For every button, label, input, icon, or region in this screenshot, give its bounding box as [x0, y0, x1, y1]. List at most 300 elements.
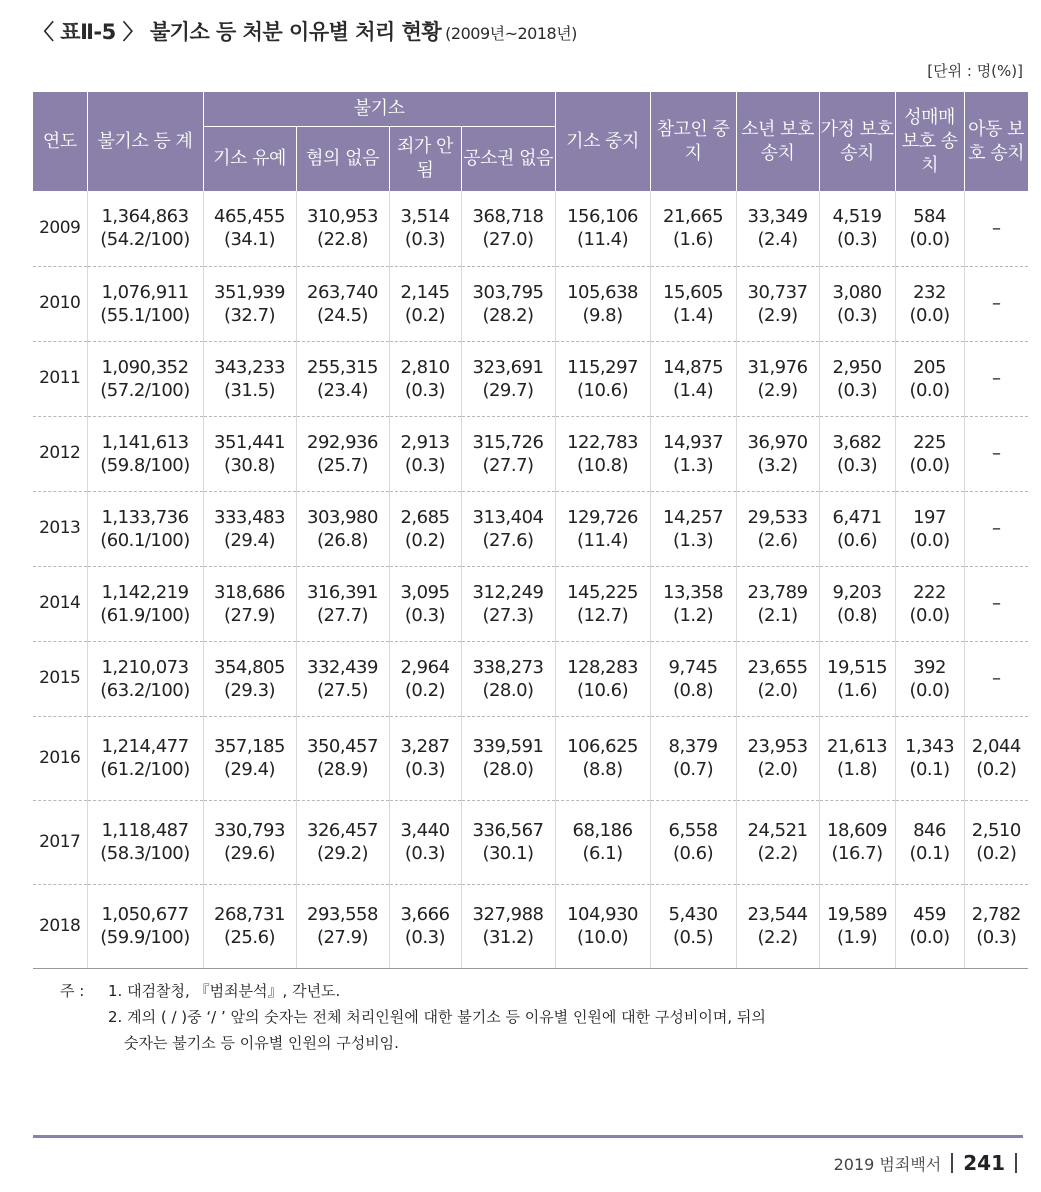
cell-ratio: (0.3): [404, 927, 446, 948]
cell-count: 846: [913, 820, 946, 841]
cell-c11: [964, 341, 1028, 416]
cell-count: 303,795: [472, 281, 544, 303]
cell-ratio: (29.7): [482, 379, 534, 401]
cell-c4: [389, 641, 461, 716]
cell-ratio: (29.3): [223, 679, 276, 701]
cell-ratio: (59.9/100): [100, 927, 190, 948]
table-row: [33, 491, 1028, 566]
cell-c6: [555, 716, 650, 800]
cell-count: 1,090,352: [101, 356, 189, 378]
cell-c6: [555, 416, 650, 491]
cell-ratio: (32.7): [223, 304, 276, 326]
cell-count: 104,930: [567, 904, 639, 925]
cell-count: 332,439: [307, 656, 378, 678]
cell-ratio: (0.3): [836, 454, 878, 476]
cell-count: 8,379: [668, 736, 718, 757]
cell-ratio: (10.6): [576, 379, 629, 401]
cell-count: 318,686: [214, 581, 285, 603]
cell-ratio: (28.0): [482, 759, 534, 780]
cell-count: 33,349: [747, 206, 808, 228]
cell-c8: [736, 800, 819, 884]
cell-c8: [736, 716, 819, 800]
cell-ratio: (0.5): [672, 927, 714, 948]
cell-ratio: (1.3): [672, 529, 714, 551]
cell-count: 315,726: [472, 431, 544, 453]
cell-ratio: (16.7): [831, 843, 883, 864]
cell-count: 1,076,911: [101, 281, 189, 303]
cell-ratio: (24.5): [316, 304, 369, 326]
cell-c5: [461, 800, 555, 884]
cell-ratio: (1.6): [672, 229, 714, 251]
table-row: [33, 716, 1028, 800]
cell-ratio: (25.6): [223, 927, 276, 948]
cell-count: 68,186: [572, 820, 633, 841]
cell-c2: [203, 416, 296, 491]
cell-count: 3,080: [832, 281, 882, 303]
cell-ratio: (63.2/100): [100, 679, 190, 701]
cell-count: 31,976: [747, 356, 808, 378]
cell-ratio: (2.0): [757, 759, 798, 780]
cell-count: 292,936: [307, 431, 378, 453]
cell-count: 2,964: [400, 656, 450, 678]
cell-count: 29,533: [747, 506, 808, 528]
cell-c6: [555, 341, 650, 416]
cell-c8: [736, 641, 819, 716]
cell-total: [87, 800, 203, 884]
cell-count: 1,050,677: [101, 904, 189, 925]
cell-c9: [819, 800, 895, 884]
cell-c3: [296, 191, 389, 266]
cell-count: 205: [913, 356, 946, 378]
cell-ratio: (1.4): [672, 379, 714, 401]
cell-count: 339,591: [472, 736, 544, 757]
cell-count: 21,613: [827, 736, 888, 757]
cell-ratio: (0.3): [404, 759, 446, 780]
cell-count: 129,726: [567, 506, 639, 528]
cell-year: 2017: [33, 800, 87, 884]
cell-count: 326,457: [307, 820, 378, 841]
cell-c3: [296, 800, 389, 884]
cell-ratio: (30.1): [482, 843, 534, 864]
table-title-period: (2009년~2018년): [445, 24, 577, 43]
book-title: 2019 범죄백서: [833, 1154, 942, 1174]
cell-count: 128,283: [567, 656, 639, 678]
cell-c9: [819, 884, 895, 968]
cell-count: 1,210,073: [101, 656, 189, 678]
cell-total: [87, 884, 203, 968]
cell-year: 2018: [33, 884, 87, 968]
cell-count: 354,805: [214, 656, 285, 678]
note-2-continued: 숫자는 불기소 등 이유별 인원의 구성비임.: [124, 1034, 399, 1052]
cell-year: 2012: [33, 416, 87, 491]
table-title-main: 〈 표Ⅱ-5 〉 불기소 등 처분 이유별 처리 현황: [33, 20, 442, 44]
header-c9: 가정 보호 송치: [819, 92, 895, 192]
cell-count: 2,145: [400, 281, 450, 303]
cell-c4: [389, 191, 461, 266]
cell-ratio: (27.9): [316, 927, 369, 948]
cell-c5: [461, 191, 555, 266]
cell-count: 1,343: [905, 736, 955, 757]
cell-ratio: (2.2): [757, 843, 798, 864]
cell-count: 1,214,477: [101, 736, 189, 757]
cell-count: 336,567: [472, 820, 544, 841]
cell-ratio: (28.0): [482, 679, 534, 701]
header-c10: 성매매 보호 송치: [895, 92, 964, 192]
cell-count: 3,682: [832, 431, 882, 453]
cell-ratio: (0.3): [836, 304, 878, 326]
cell-count: 343,233: [214, 356, 285, 378]
cell-count: 105,638: [567, 281, 639, 303]
cell-ratio: (27.5): [316, 679, 369, 701]
cell-c8: [736, 416, 819, 491]
cell-ratio: (1.9): [836, 927, 878, 948]
cell-c8: [736, 191, 819, 266]
cell-ratio: (11.4): [576, 229, 629, 251]
cell-ratio: (0.0): [909, 927, 950, 948]
cell-ratio: (29.2): [316, 843, 369, 864]
cell-count: 2,685: [400, 506, 450, 528]
cell-count: 357,185: [214, 736, 285, 757]
cell-c6: [555, 266, 650, 341]
header-c6: 기소 중지: [555, 92, 650, 192]
unit-label: [단위 : 명(%)]: [927, 62, 1023, 80]
cell-total: [87, 191, 203, 266]
cell-ratio: (1.3): [672, 454, 714, 476]
cell-count: 36,970: [747, 431, 808, 453]
cell-c9: [819, 566, 895, 641]
cell-ratio: (0.1): [909, 843, 950, 864]
cell-c11: [964, 641, 1028, 716]
cell-c9: [819, 641, 895, 716]
cell-count: 9,745: [668, 656, 718, 678]
cell-c10: [895, 566, 964, 641]
cell-ratio: (0.2): [976, 843, 1017, 864]
cell-total: [87, 641, 203, 716]
cell-ratio: (2.9): [757, 379, 798, 401]
cell-c2: [203, 716, 296, 800]
cell-ratio: (23.4): [316, 379, 369, 401]
cell-ratio: (61.2/100): [100, 759, 190, 780]
header-c8: 소년 보호 송치: [736, 92, 819, 192]
cell-ratio: (1.2): [672, 604, 714, 626]
header-sub2: 혐의 없음: [296, 127, 389, 192]
cell-ratio: (55.1/100): [100, 304, 190, 326]
cell-count: 23,953: [747, 736, 808, 757]
cell-ratio: (9.8): [582, 304, 623, 326]
cell-ratio: (54.2/100): [100, 229, 190, 251]
cell-ratio: (0.0): [909, 454, 950, 476]
header-sub1: 기소 유예: [203, 127, 296, 192]
cell-ratio: (0.3): [404, 454, 446, 476]
table-row: [33, 266, 1028, 341]
cell-ratio: (27.9): [223, 604, 276, 626]
notes-label: 주 :: [60, 982, 85, 1000]
cell-count: 2,913: [400, 431, 450, 453]
cell-ratio: (27.6): [482, 529, 534, 551]
cell-ratio: (22.8): [316, 229, 369, 251]
table-row: [33, 341, 1028, 416]
cell-count: 303,980: [307, 506, 378, 528]
cell-c2: [203, 191, 296, 266]
cell-c6: [555, 800, 650, 884]
cell-ratio: (0.6): [672, 843, 714, 864]
cell-count: 14,257: [663, 506, 724, 528]
cell-ratio: (12.7): [576, 604, 629, 626]
cell-c7: [650, 800, 736, 884]
cell-count: 459: [913, 904, 946, 925]
cell-ratio: (2.9): [757, 304, 798, 326]
cell-ratio: (0.3): [976, 927, 1017, 948]
cell-count: 19,589: [827, 904, 888, 925]
cell-ratio: (0.0): [909, 379, 950, 401]
cell-c10: [895, 716, 964, 800]
cell-count: 145,225: [567, 581, 639, 603]
cell-count: 106,625: [567, 736, 639, 757]
footer-divider: [33, 1135, 1023, 1138]
cell-ratio: (61.9/100): [100, 604, 190, 626]
cell-ratio: (0.2): [976, 759, 1017, 780]
cell-ratio: (10.6): [576, 679, 629, 701]
cell-total: [87, 341, 203, 416]
cell-count: 3,095: [400, 581, 450, 603]
cell-ratio: (25.7): [316, 454, 369, 476]
cell-c8: [736, 341, 819, 416]
cell-c10: [895, 491, 964, 566]
cell-c5: [461, 341, 555, 416]
cell-c2: [203, 491, 296, 566]
cell-count: 313,404: [472, 506, 544, 528]
table-row: [33, 566, 1028, 641]
cell-count: 14,937: [663, 431, 724, 453]
cell-year: 2014: [33, 566, 87, 641]
cell-ratio: (0.7): [672, 759, 714, 780]
table-row: [33, 191, 1028, 266]
cell-c9: [819, 416, 895, 491]
header-c11: 아동 보호 송치: [964, 92, 1028, 192]
cell-c3: [296, 491, 389, 566]
table-title: [33, 16, 577, 46]
cell-count: 18,609: [827, 820, 888, 841]
page-footer: [834, 1151, 1017, 1175]
cell-c5: [461, 491, 555, 566]
cell-c6: [555, 884, 650, 968]
cell-ratio: (59.8/100): [100, 454, 190, 476]
cell-count: 2,044: [971, 736, 1021, 757]
table-row: [33, 416, 1028, 491]
cell-count: 316,391: [307, 581, 378, 603]
cell-ratio: (2.4): [757, 229, 798, 251]
cell-count: 310,953: [307, 206, 378, 228]
cell-c5: [461, 884, 555, 968]
cell-count: –: [992, 293, 1001, 314]
cell-c9: [819, 266, 895, 341]
cell-ratio: (11.4): [576, 529, 629, 551]
cell-c10: [895, 266, 964, 341]
cell-c4: [389, 491, 461, 566]
cell-count: 392: [913, 656, 946, 678]
cell-ratio: (10.8): [576, 454, 629, 476]
cell-count: 3,287: [400, 736, 450, 757]
cell-count: 6,558: [668, 820, 718, 841]
cell-c4: [389, 341, 461, 416]
cell-count: 30,737: [747, 281, 808, 303]
cell-c3: [296, 416, 389, 491]
cell-c8: [736, 884, 819, 968]
cell-count: 351,441: [214, 431, 285, 453]
cell-c4: [389, 416, 461, 491]
cell-c11: [964, 884, 1028, 968]
cell-count: 584: [913, 206, 946, 228]
cell-count: 351,939: [214, 281, 285, 303]
cell-c9: [819, 491, 895, 566]
cell-ratio: (0.3): [404, 229, 446, 251]
cell-ratio: (30.8): [223, 454, 276, 476]
cell-ratio: (0.3): [836, 229, 878, 251]
cell-c7: [650, 266, 736, 341]
cell-count: 19,515: [827, 656, 888, 678]
cell-c3: [296, 566, 389, 641]
cell-c10: [895, 416, 964, 491]
cell-c5: [461, 266, 555, 341]
footer-separator: [951, 1153, 953, 1173]
cell-c11: [964, 491, 1028, 566]
cell-count: 9,203: [832, 581, 882, 603]
cell-count: 338,273: [472, 656, 544, 678]
cell-ratio: (34.1): [223, 229, 276, 251]
cell-count: 6,471: [832, 506, 882, 528]
cell-count: 23,789: [747, 581, 808, 603]
cell-year: 2013: [33, 491, 87, 566]
cell-c4: [389, 716, 461, 800]
cell-count: 21,665: [663, 206, 724, 228]
cell-count: 3,440: [400, 820, 450, 841]
cell-count: 14,875: [663, 356, 724, 378]
cell-ratio: (2.2): [757, 927, 798, 948]
cell-count: 312,249: [472, 581, 544, 603]
cell-total: [87, 566, 203, 641]
cell-c11: [964, 416, 1028, 491]
cell-count: –: [992, 217, 1001, 239]
header-year: 연도: [33, 92, 87, 192]
cell-ratio: (0.3): [836, 379, 878, 401]
cell-c6: [555, 641, 650, 716]
table-row: [33, 884, 1028, 968]
cell-c11: [964, 266, 1028, 341]
cell-c11: [964, 716, 1028, 800]
cell-c5: [461, 716, 555, 800]
cell-count: 24,521: [747, 820, 808, 841]
cell-count: 1,118,487: [101, 820, 189, 841]
cell-ratio: (2.6): [757, 529, 798, 551]
cell-c3: [296, 641, 389, 716]
cell-c3: [296, 266, 389, 341]
cell-ratio: (27.0): [482, 229, 534, 251]
cell-c6: [555, 191, 650, 266]
cell-ratio: (0.8): [836, 604, 878, 626]
header-c7: 참고인 중지: [650, 92, 736, 192]
cell-c6: [555, 566, 650, 641]
cell-ratio: (0.3): [404, 843, 446, 864]
cell-count: 268,731: [214, 904, 285, 925]
cell-c7: [650, 341, 736, 416]
cell-count: 333,483: [214, 506, 285, 528]
cell-c2: [203, 266, 296, 341]
cell-c10: [895, 341, 964, 416]
cell-count: 263,740: [307, 281, 378, 303]
cell-ratio: (1.8): [836, 759, 878, 780]
cell-ratio: (58.3/100): [100, 843, 190, 864]
cell-count: 5,430: [668, 904, 718, 925]
cell-count: 222: [913, 581, 946, 603]
cell-count: –: [992, 518, 1001, 539]
cell-c9: [819, 341, 895, 416]
cell-c3: [296, 341, 389, 416]
cell-ratio: (29.4): [223, 529, 276, 551]
header-sub4: 공소권 없음: [461, 127, 555, 192]
cell-ratio: (0.0): [909, 679, 950, 701]
cell-c8: [736, 566, 819, 641]
cell-ratio: (3.2): [757, 454, 798, 476]
cell-total: [87, 416, 203, 491]
cell-count: 225: [913, 431, 946, 453]
cell-c7: [650, 566, 736, 641]
cell-ratio: (60.1/100): [100, 529, 190, 551]
cell-ratio: (0.2): [404, 529, 446, 551]
cell-count: 1,364,863: [101, 206, 189, 228]
cell-ratio: (29.6): [223, 843, 276, 864]
cell-c7: [650, 716, 736, 800]
cell-c5: [461, 566, 555, 641]
cell-ratio: (0.1): [909, 759, 950, 780]
cell-ratio: (28.9): [316, 759, 369, 780]
cell-c11: [964, 191, 1028, 266]
cell-ratio: (0.0): [909, 529, 950, 551]
cell-count: 293,558: [307, 904, 378, 925]
cell-count: 368,718: [472, 206, 544, 228]
cell-c5: [461, 416, 555, 491]
cell-ratio: (28.2): [482, 304, 534, 326]
cell-ratio: (2.0): [757, 679, 798, 701]
cell-c2: [203, 566, 296, 641]
table-row: [33, 800, 1028, 884]
cell-count: 2,510: [971, 820, 1021, 841]
cell-c10: [895, 884, 964, 968]
cell-ratio: (0.3): [404, 379, 446, 401]
cell-ratio: (27.7): [316, 604, 369, 626]
cell-count: 13,358: [663, 581, 724, 603]
header-group-nonprosecution: 불기소: [203, 92, 555, 127]
cell-ratio: (0.2): [404, 679, 446, 701]
table-row: [33, 641, 1028, 716]
cell-ratio: (27.7): [482, 454, 534, 476]
cell-count: 4,519: [832, 206, 882, 228]
cell-ratio: (1.4): [672, 304, 714, 326]
cell-count: 2,782: [971, 904, 1021, 925]
cell-year: 2015: [33, 641, 87, 716]
cell-c9: [819, 191, 895, 266]
cell-c7: [650, 416, 736, 491]
cell-count: –: [992, 368, 1001, 389]
cell-ratio: (29.4): [223, 759, 276, 780]
cell-c11: [964, 800, 1028, 884]
cell-total: [87, 491, 203, 566]
cell-count: 2,810: [400, 356, 450, 378]
cell-ratio: (0.6): [836, 529, 878, 551]
cell-ratio: (26.8): [316, 529, 369, 551]
cell-c2: [203, 884, 296, 968]
cell-c2: [203, 341, 296, 416]
cell-count: 1,133,736: [101, 506, 189, 528]
